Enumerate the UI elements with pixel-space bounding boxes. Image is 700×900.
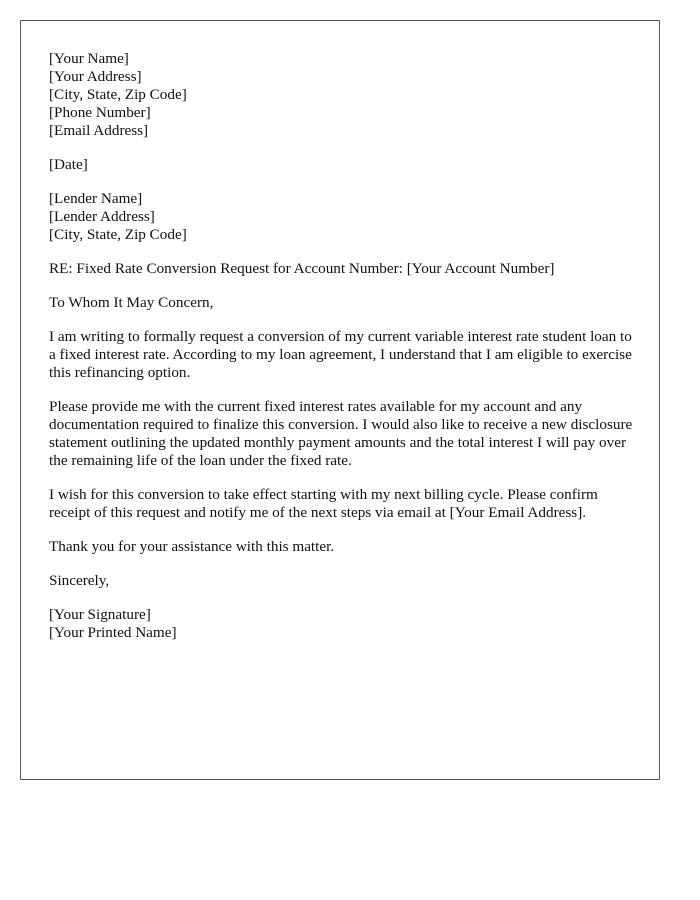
sender-name: [Your Name] bbox=[49, 50, 129, 67]
signature-block bbox=[49, 606, 639, 642]
recipient-block bbox=[49, 190, 639, 244]
closing: Sincerely, bbox=[49, 572, 110, 589]
salutation: To Whom It May Concern, bbox=[49, 294, 214, 311]
sender-city-state-zip: [City, State, Zip Code] bbox=[49, 86, 187, 103]
body-paragraph-2: Please provide me with the current fixed interest rates available for my account and any documentation required to finalize this conversion. I would also like to receive a new disclosure statement outlining the updated monthly payment amounts and the total interest I will pay over the remaining life of the loan under the fixed rate. bbox=[49, 398, 633, 469]
recipient-address: [Lender Address] bbox=[49, 208, 155, 225]
subject-line: RE: Fixed Rate Conversion Request for Account Number: [Your Account Number] bbox=[49, 260, 555, 277]
recipient-city-state-zip: [City, State, Zip Code] bbox=[49, 226, 187, 243]
recipient-name: [Lender Name] bbox=[49, 190, 143, 207]
body-paragraph-3: I wish for this conversion to take effect starting with my next billing cycle. Please confirm receipt of this request and notify me of the next steps via email at [Your Email Address]. bbox=[49, 486, 598, 521]
printed-name: [Your Printed Name] bbox=[49, 624, 177, 641]
signature-line: [Your Signature] bbox=[49, 606, 151, 623]
letter-page bbox=[20, 20, 660, 780]
sender-block bbox=[49, 50, 639, 140]
body-paragraph-1: I am writing to formally request a conversion of my current variable interest rate student loan to a fixed interest rate. According to my loan agreement, I understand that I am eligible to exercise this refinancing option. bbox=[49, 328, 632, 381]
sender-phone: [Phone Number] bbox=[49, 104, 151, 121]
letter-content bbox=[49, 50, 639, 658]
sender-address: [Your Address] bbox=[49, 68, 142, 85]
sender-email: [Email Address] bbox=[49, 122, 149, 139]
date-block bbox=[49, 156, 639, 174]
body-paragraph-4: Thank you for your assistance with this matter. bbox=[49, 538, 335, 555]
letter-date: [Date] bbox=[49, 156, 88, 173]
